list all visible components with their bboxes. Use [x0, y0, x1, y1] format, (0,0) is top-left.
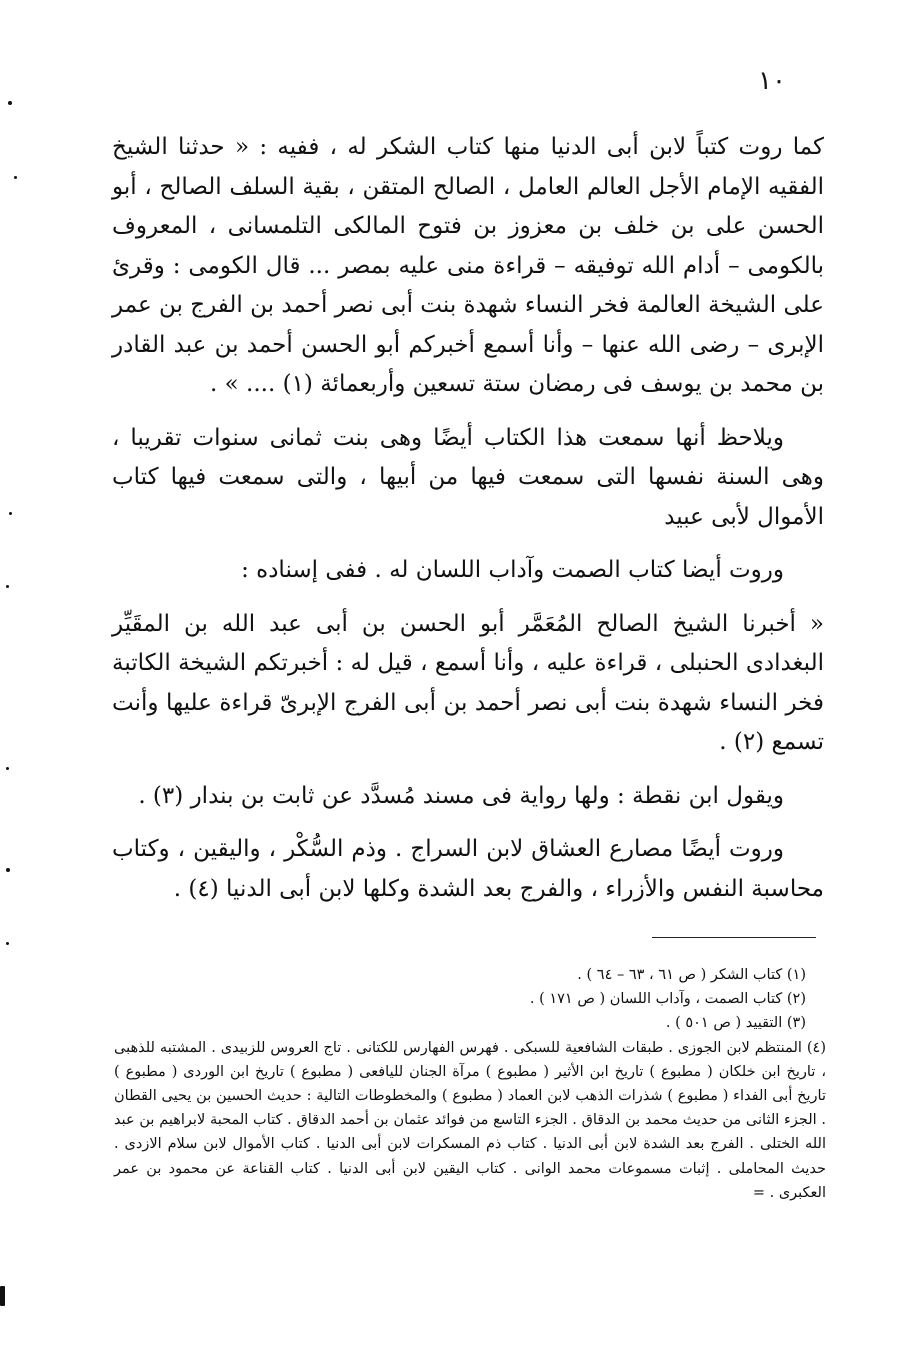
footnote: (٢) كتاب الصمت ، وآداب اللسان ( ص ١٧١ ) .	[529, 991, 806, 1008]
scan-speck	[9, 512, 12, 515]
paragraph: وروت أيضًا مصارع العشاق لابن السراج . وذم السُّكْر ، واليقين ، وكتاب محاسبة النفس والأزراء ، والفرج بعد الشدة وكلها لابن أبى الدنيا (٤) .	[112, 836, 824, 902]
footnotes	[114, 963, 826, 1205]
paragraph: ويقول ابن نقطة : ولها رواية فى مسند مُسدَّد عن ثابت بن بندار (٣) .	[138, 782, 784, 809]
paragraph: « أخبرنا الشيخ الصالح المُعَمَّر أبو الحسن بن أبى عبد الله بن المقَيِّر البغدادى الحنبلى ، قراءة عليه ، وأنا أسمع ، قيل له : أخبرتكم الشيخة الكاتبة فخر النساء شهدة بنت أبى نصر أحمد بن أبى الفرج الإبرىّ قراءة عليها وأنت تسمع (٢) .	[112, 610, 824, 755]
scan-speck	[6, 767, 9, 770]
footnote: (١) كتاب الشكر ( ص ٦١ ، ٦٣ – ٦٤ ) .	[577, 967, 806, 983]
paragraph: كما روت كتباً لابن أبى الدنيا منها كتاب الشكر له ، ففيه : « حدثنا الشيخ الفقيه الإمام الأجل العالم العامل ، الصالح المتقن ، بقية السلف الصالح ، أبو الحسن على بن خلف بن معزوز بن فتوح المالكى التلمسانى ، المعروف بالكومى – أدام الله توفيقه – قراءة منى عليه بمصر ... قال الكومى : وقرئ على الشيخة العالمة فخر النساء شهدة بنت أبى نصر أحمد بن الفرج بن عمر الإبرى – رضى الله عنها – وأنا أسمع أخبركم أبو الحسن أحمد بن عبد القادر بن محمد بن يوسف فى رمضان ستة تسعين وأربعمائة (١) .... » .	[112, 134, 824, 397]
main-text	[112, 128, 824, 919]
footnote: (٣) التقييد ( ص ٥٠١ ) .	[665, 1015, 806, 1032]
scan-speck	[6, 585, 9, 588]
footnote: (٤) المنتظم لابن الجوزى . طبقات الشافعية للسبكى . فهرس الفهارس للكتانى . تاج العروس للزبيدى . المشتبه للذهبى ، تاريخ ابن خلكان ( مطبوع ) تاريخ ابن الأثير ( مطبوع ) مرآة الجنان لليافعى ( مطبوع ) تاريخ ابن الوردى ( مطبوع ) تاريخ أبى الفداء ( مطبوع ) شذرات الذهب لابن العماد ( مطبوع ) والمخطوطات التالية : حديث الحسين بن يحيى القطان . الجزء الثانى من حديث محمد بن الدقاق . الجزء التاسع من فوائد عثمان بن أحمد الدقاق . كتاب المحبة لابراهيم بن عبد الله الختلى . الفرج بعد الشدة لابن أبى الدنيا . كتاب ذم المسكرات لابن أبى الدنيا . كتاب الأموال لابن سلام الازدى . حديث المحاملى . إثبات مسموعات محمد الوانى . كتاب اليقين لابن أبى الدنيا . كتاب القناعة عن محمود بن عمر العكبرى . =	[114, 1039, 826, 1201]
scan-speck	[14, 176, 17, 179]
scan-speck	[6, 942, 9, 945]
scan-speck	[6, 868, 10, 872]
footnote-separator	[652, 937, 816, 938]
paragraph: ويلاحظ أنها سمعت هذا الكتاب أيضًا وهى بنت ثمانى سنوات تقريبا ، وهى السنة نفسها التى سمعت فيها من أبيها ، والتى سمعت فيها كتاب الأموال لأبى عبيد	[112, 424, 824, 530]
paragraph: وروت أيضا كتاب الصمت وآداب اللسان له . ففى إسناده :	[241, 557, 784, 583]
scan-speck	[8, 101, 12, 105]
page-number: ١٠	[758, 66, 786, 96]
scan-edge-mark	[0, 1286, 5, 1306]
